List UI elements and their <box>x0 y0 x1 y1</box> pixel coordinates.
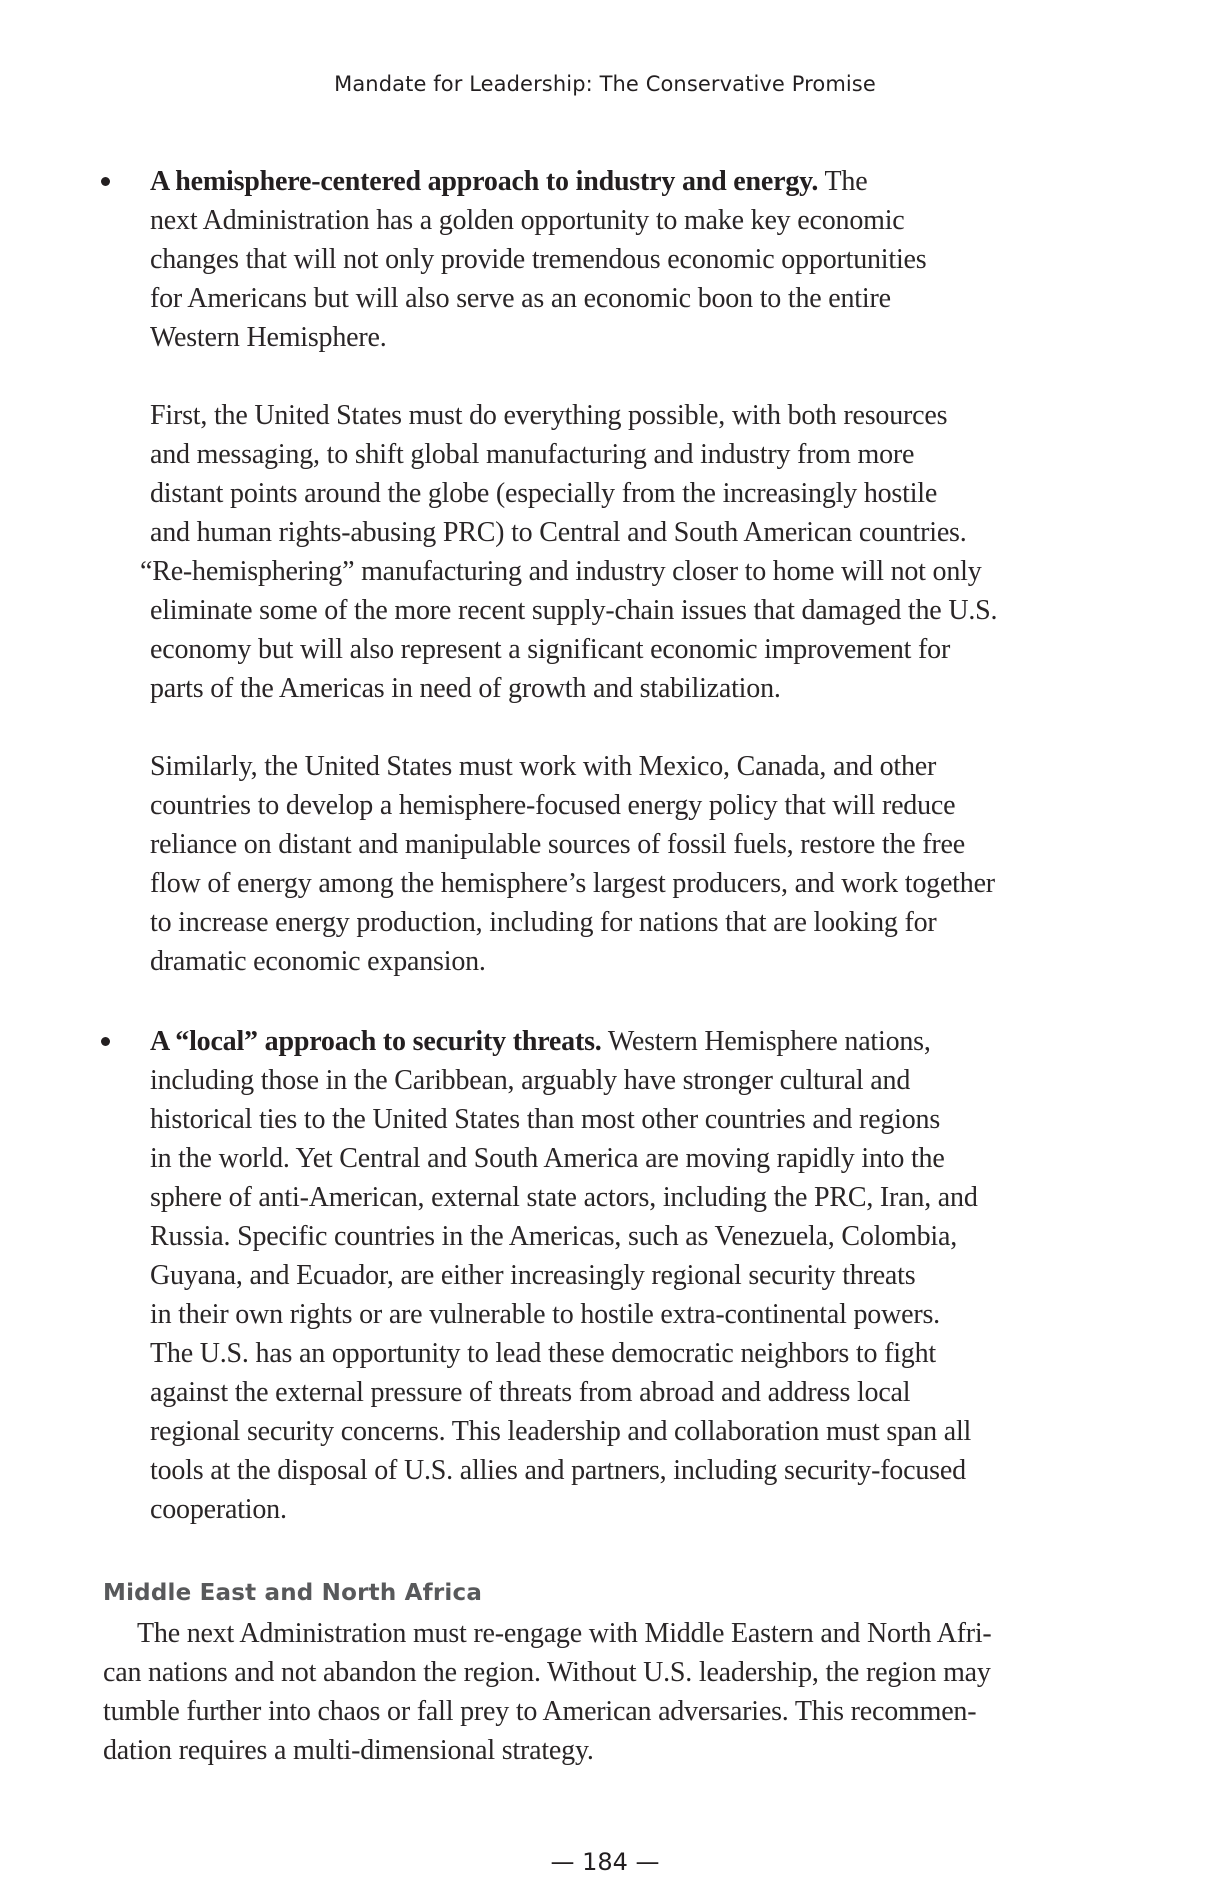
body-line: distant points around the globe (especially from the increasingly hostile <box>150 478 938 509</box>
bullet-marker <box>101 1037 110 1046</box>
body-line: tools at the disposal of U.S. allies and partners, including security-focused <box>150 1455 966 1486</box>
body-line: for Americans but will also serve as an economic boon to the entire <box>150 283 891 314</box>
body-line: flow of energy among the hemisphere’s largest producers, and work together <box>150 868 995 899</box>
body-line: Guyana, and Ecuador, are either increasingly regional security threats <box>150 1260 916 1291</box>
running-head: Mandate for Leadership: The Conservative Promise <box>334 72 876 96</box>
body-line: and messaging, to shift global manufacturing and industry from more <box>150 439 915 470</box>
body-line: cooperation. <box>150 1494 287 1525</box>
section-heading: Middle East and North Africa <box>103 1580 483 1606</box>
body-line: Similarly, the United States must work with Mexico, Canada, and other <box>150 751 937 782</box>
body-line: Western Hemisphere. <box>150 322 387 353</box>
body-line: The next Administration must re-engage with Middle Eastern and North Afri- <box>137 1618 992 1649</box>
body-line: Russia. Specific countries in the Americas, such as Venezuela, Colombia, <box>150 1221 957 1252</box>
body-line: regional security concerns. This leadership and collaboration must span all <box>150 1416 972 1447</box>
body-line: dramatic economic expansion. <box>150 946 486 977</box>
body-line: to increase energy production, including for nations that are looking for <box>150 907 937 938</box>
body-line: countries to develop a hemisphere-focused energy policy that will reduce <box>150 790 956 821</box>
body-line: The U.S. has an opportunity to lead these democratic neighbors to fight <box>150 1338 936 1369</box>
body-line: “Re-hemisphering” manufacturing and industry closer to home will not only <box>140 556 982 587</box>
body-line: sphere of anti-American, external state actors, including the PRC, Iran, and <box>150 1182 978 1213</box>
body-line: next Administration has a golden opportunity to make key economic <box>150 205 905 236</box>
page-number: — 184 — <box>550 1848 660 1876</box>
body-line: eliminate some of the more recent supply-chain issues that damaged the U.S. <box>150 595 998 626</box>
body-line: in the world. Yet Central and South America are moving rapidly into the <box>150 1143 945 1174</box>
body-line: economy but will also represent a significant economic improvement for <box>150 634 951 665</box>
body-line: and human rights-abusing PRC) to Central and South American countries. <box>150 517 967 548</box>
bullet-1-line-1: A hemisphere-centered approach to industry and energy. The <box>150 166 868 197</box>
bullet-2-line-1: A “local” approach to security threats. Western Hemisphere nations, <box>150 1026 931 1057</box>
body-line: against the external pressure of threats from abroad and address local <box>150 1377 911 1408</box>
body-line: reliance on distant and manipulable sources of fossil fuels, restore the free <box>150 829 965 860</box>
bullet-2-lead: A “local” approach to security threats. <box>150 1026 602 1057</box>
body-line: including those in the Caribbean, arguably have stronger cultural and <box>150 1065 911 1096</box>
body-line: historical ties to the United States than most other countries and regions <box>150 1104 941 1135</box>
body-line: tumble further into chaos or fall prey to American adversaries. This recommen- <box>103 1696 977 1727</box>
body-line: can nations and not abandon the region. Without U.S. leadership, the region may <box>103 1657 991 1688</box>
body-line: changes that will not only provide tremendous economic opportunities <box>150 244 927 275</box>
bullet-1-lead: A hemisphere-centered approach to industry and energy. <box>150 166 819 197</box>
bullet-marker <box>101 177 110 186</box>
body-line: parts of the Americas in need of growth and stabilization. <box>150 673 781 704</box>
body-line: dation requires a multi-dimensional strategy. <box>103 1735 594 1766</box>
body-line: First, the United States must do everything possible, with both resources <box>150 400 948 431</box>
body-line: in their own rights or are vulnerable to hostile extra-continental powers. <box>150 1299 940 1330</box>
